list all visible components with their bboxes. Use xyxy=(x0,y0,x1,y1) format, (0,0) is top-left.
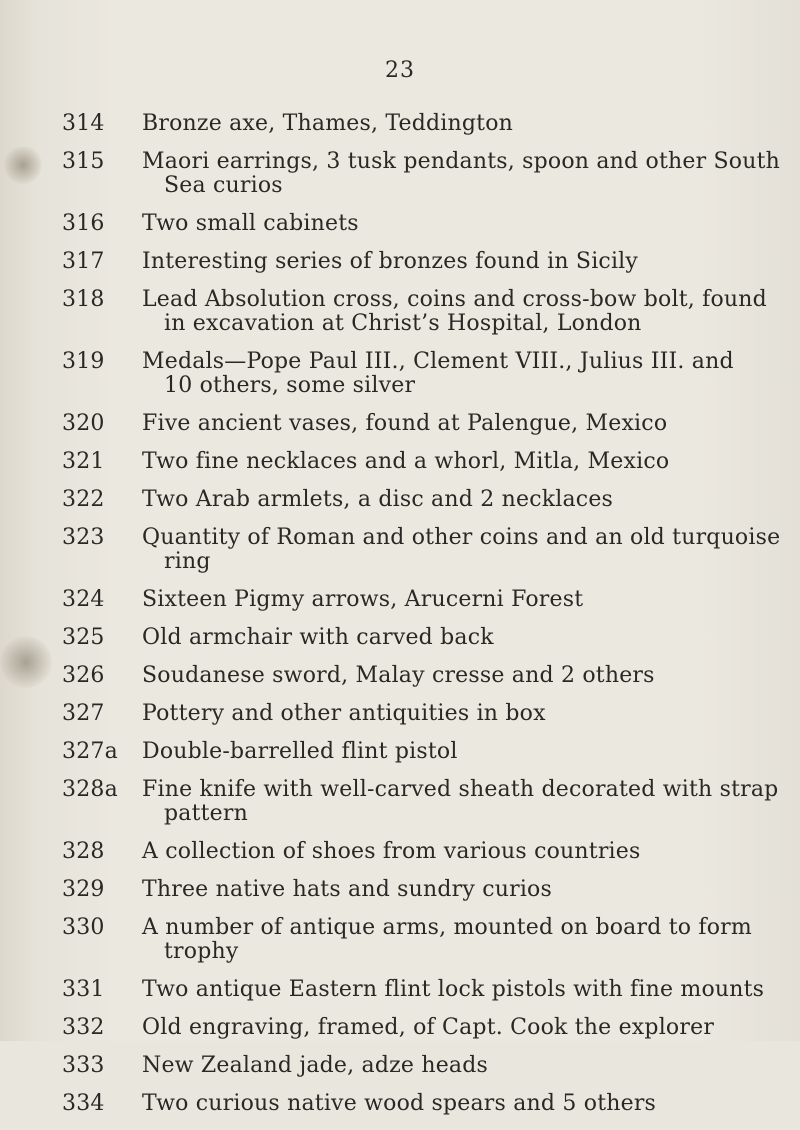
list-item xyxy=(62,112,792,136)
list-item xyxy=(62,526,792,574)
list-item xyxy=(62,916,792,964)
lot-description: Double-barrelled flint pistol xyxy=(142,739,458,764)
lot-description: Two fine necklaces and a whorl, Mitla, Mexico xyxy=(142,449,670,474)
lot-number: 327a xyxy=(62,739,118,764)
lot-number: 330 xyxy=(62,915,105,940)
list-item xyxy=(62,1054,792,1078)
lot-number: 317 xyxy=(62,249,105,274)
lot-description: Sixteen Pigmy arrows, Arucerni Forest xyxy=(142,587,584,612)
lot-description: Lead Absolution cross, coins and cross-bow bolt, found xyxy=(142,287,767,312)
list-item xyxy=(62,350,792,398)
lot-description: Maori earrings, 3 tusk pendants, spoon and other South xyxy=(142,149,781,174)
list-item xyxy=(62,778,792,826)
list-item xyxy=(62,702,792,726)
lot-description: Two curious native wood spears and 5 others xyxy=(142,1091,657,1116)
list-item xyxy=(62,840,792,864)
lot-number: 318 xyxy=(62,287,105,312)
lot-number: 319 xyxy=(62,349,105,374)
lot-description: Medals—Pope Paul III., Clement VIII., Julius III. and xyxy=(142,349,734,374)
list-item xyxy=(62,878,792,902)
list-item xyxy=(62,740,792,764)
lot-description: Fine knife with well-carved sheath decorated with strap xyxy=(142,777,779,802)
list-item xyxy=(62,1016,792,1040)
lot-number: 331 xyxy=(62,977,105,1002)
lot-description-continued: in excavation at Christ’s Hospital, London xyxy=(164,311,642,336)
lot-number: 316 xyxy=(62,211,105,236)
lot-description: Five ancient vases, found at Palengue, Mexico xyxy=(142,411,668,436)
list-item xyxy=(62,412,792,436)
lot-description: Old armchair with carved back xyxy=(142,625,494,650)
lot-number: 325 xyxy=(62,625,105,650)
lot-number: 322 xyxy=(62,487,105,512)
lot-description: Quantity of Roman and other coins and an old turquoise xyxy=(142,525,781,550)
list-item xyxy=(62,250,792,274)
lot-number: 314 xyxy=(62,111,105,136)
lot-number: 329 xyxy=(62,877,105,902)
lot-description: Two small cabinets xyxy=(142,211,359,236)
lot-number: 327 xyxy=(62,701,105,726)
list-item xyxy=(62,664,792,688)
lot-description: Interesting series of bronzes found in Sicily xyxy=(142,249,639,274)
lot-description-continued: trophy xyxy=(164,939,239,964)
lot-description-continued: 10 others, some silver xyxy=(164,373,416,398)
lot-description-continued: Sea curios xyxy=(164,173,283,198)
lot-list xyxy=(62,112,792,1130)
list-item xyxy=(62,288,792,336)
ink-stain-upper-left xyxy=(4,146,42,184)
lot-number: 333 xyxy=(62,1053,105,1078)
lot-number: 321 xyxy=(62,449,105,474)
list-item xyxy=(62,978,792,1002)
lot-number: 324 xyxy=(62,587,105,612)
lot-description: Three native hats and sundry curios xyxy=(142,877,552,902)
lot-description: Soudanese sword, Malay cresse and 2 others xyxy=(142,663,655,688)
lot-number: 320 xyxy=(62,411,105,436)
lot-description: Bronze axe, Thames, Teddington xyxy=(142,111,514,136)
lot-number: 328a xyxy=(62,777,118,802)
list-item xyxy=(62,626,792,650)
lot-description: Pottery and other antiquities in box xyxy=(142,701,546,726)
lot-description: Two antique Eastern flint lock pistols with fine mounts xyxy=(142,977,765,1002)
lot-description: Old engraving, framed, of Capt. Cook the explorer xyxy=(142,1015,715,1040)
lot-description-continued: ring xyxy=(164,549,211,574)
lot-description: A collection of shoes from various countries xyxy=(142,839,641,864)
lot-description: New Zealand jade, adze heads xyxy=(142,1053,489,1078)
lot-number: 332 xyxy=(62,1015,105,1040)
page-number: 23 xyxy=(385,58,415,83)
lot-description: A number of antique arms, mounted on board to form xyxy=(142,915,752,940)
list-item xyxy=(62,450,792,474)
list-item xyxy=(62,1092,792,1116)
lot-number: 326 xyxy=(62,663,105,688)
lot-number: 328 xyxy=(62,839,105,864)
list-item xyxy=(62,488,792,512)
lot-number: 315 xyxy=(62,149,105,174)
lot-description-continued: pattern xyxy=(164,801,248,826)
ink-stain-lower-left xyxy=(0,636,52,688)
list-item xyxy=(62,150,792,198)
lot-description: Two Arab armlets, a disc and 2 necklaces xyxy=(142,487,614,512)
lot-number: 323 xyxy=(62,525,105,550)
list-item xyxy=(62,588,792,612)
lot-number: 334 xyxy=(62,1091,105,1116)
list-item xyxy=(62,212,792,236)
